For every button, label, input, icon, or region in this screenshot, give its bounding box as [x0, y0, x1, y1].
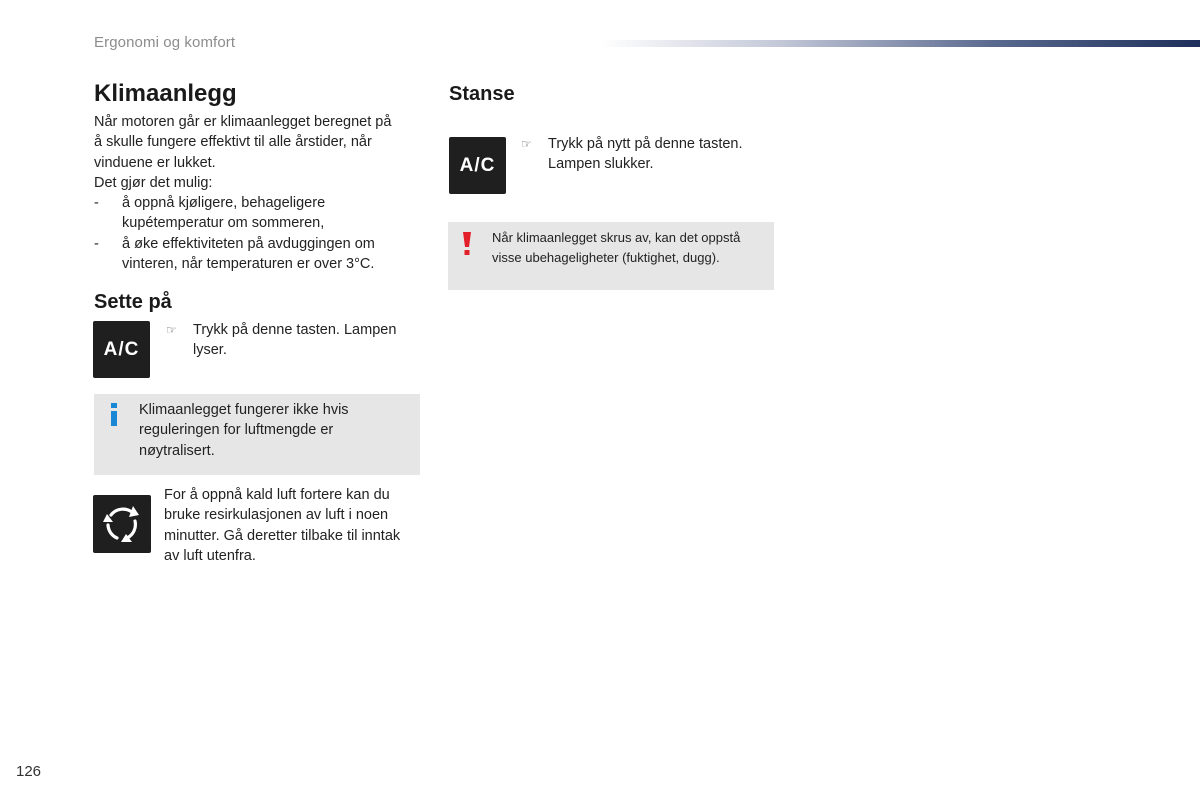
list-dash: - [94, 195, 99, 212]
list-item-line: å oppnå kjøligere, behageligere [122, 195, 326, 212]
list-item-line: kupétemperatur om sommeren, [122, 215, 325, 232]
instruction-line: Lampen slukker. [548, 156, 654, 173]
chapter-title: Ergonomi og komfort [94, 34, 236, 51]
info-line: Klimaanlegget fungerer ikke hvis [139, 402, 349, 418]
instruction-line: lyser. [193, 342, 227, 359]
start-instruction [166, 320, 423, 361]
ac-key-icon: A/C [449, 137, 506, 194]
recirculation-line: For å oppnå kald luft fortere kan du [164, 487, 390, 503]
intro-lead: Det gjør det mulig: [94, 174, 213, 191]
recirculation-line: minutter. Gå deretter tilbake til inntak [164, 527, 401, 544]
stop-instruction [521, 134, 778, 175]
info-note [94, 394, 420, 475]
list-item [94, 193, 424, 234]
info-line: reguleringen for luftmengde er [139, 422, 334, 439]
page-number: 126 [16, 763, 42, 780]
intro-paragraph [94, 112, 424, 274]
intro-line: å skulle fungere effektivt til alle årstider, når [94, 134, 372, 151]
warning-icon [462, 232, 472, 256]
warning-note [448, 222, 774, 290]
list-item [94, 234, 424, 275]
pointing-hand-icon: ☞ [166, 323, 177, 337]
info-icon [108, 403, 120, 427]
page-title: Klimaanlegg [94, 80, 237, 107]
list-dash: - [94, 235, 99, 252]
instruction-line: Trykk på denne tasten. Lampen [193, 322, 397, 338]
warning-line: visse ubehageligheter (fuktighet, dugg). [492, 250, 720, 265]
section-title-start: Sette på [94, 291, 172, 313]
intro-line: vinduene er lukket. [94, 154, 216, 171]
header-gradient-bar [600, 40, 1200, 47]
pointing-hand-icon: ☞ [521, 137, 532, 151]
list-item-line: å øke effektiviteten på avduggingen om [122, 235, 375, 252]
intro-line: Når motoren går er klimaanlegget beregnet på [94, 114, 392, 130]
list-item-line: vinteren, når temperaturen er over 3°C. [122, 256, 375, 273]
air-recirculation-icon [93, 495, 151, 553]
ac-key-icon: A/C [93, 321, 150, 378]
recirculation-line: av luft utenfra. [164, 547, 256, 564]
section-title-stop: Stanse [449, 83, 515, 105]
instruction-line: Trykk på nytt på denne tasten. [548, 136, 743, 152]
warning-line: Når klimaanlegget skrus av, kan det oppstå [492, 230, 741, 245]
info-text [139, 400, 409, 461]
warning-text [492, 228, 772, 268]
recirculation-text [164, 485, 424, 566]
info-line: nøytralisert. [139, 442, 215, 459]
recirculation-line: bruke resirkulasjonen av luft i noen [164, 507, 389, 524]
